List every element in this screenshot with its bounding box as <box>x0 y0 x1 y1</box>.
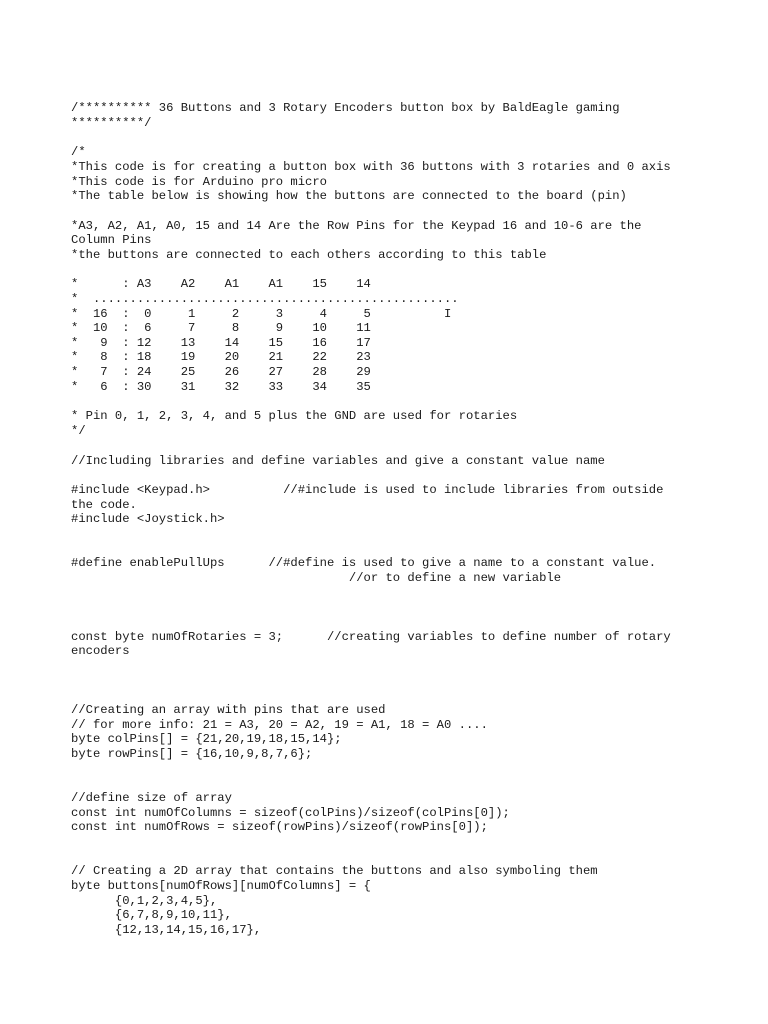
code-line: {6,7,8,9,10,11}, <box>71 908 232 922</box>
description-line: *A3, A2, A1, A0, 15 and 14 Are the Row Pins for the Keypad 16 and 10-6 are the <box>71 219 642 233</box>
code-line: {0,1,2,3,4,5}, <box>71 894 218 908</box>
code-line: encoders <box>71 644 130 658</box>
code-comment-line: //define size of array <box>71 791 232 805</box>
code-line: const int numOfRows = sizeof(rowPins)/sizeof(rowPins[0]); <box>71 820 488 834</box>
code-line: #include <Keypad.h> //#include is used to include libraries from outside <box>71 483 664 497</box>
pin-table-separator: * .................................................. <box>71 292 459 306</box>
pin-table-row: * 16 : 0 1 2 3 4 5 I <box>71 307 452 321</box>
pin-table-header-row: * : A3 A2 A1 A1 15 14 <box>71 277 371 291</box>
code-comment-line: // for more info: 21 = A3, 20 = A2, 19 = A1, 18 = A0 .... <box>71 718 488 732</box>
code-comment-line: //Including libraries and define variables and give a constant value name <box>71 454 605 468</box>
code-comment-line: //Creating an array with pins that are used <box>71 703 386 717</box>
pin-table-row: * 10 : 6 7 8 9 10 11 <box>71 321 371 335</box>
rotary-pins-note: * Pin 0, 1, 2, 3, 4, and 5 plus the GND are used for rotaries <box>71 409 518 423</box>
code-line: byte buttons[numOfRows][numOfColumns] = { <box>71 879 371 893</box>
code-line: {12,13,14,15,16,17}, <box>71 923 262 937</box>
comment-open-line: /* <box>71 145 86 159</box>
header-comment-close-line: **********/ <box>71 116 152 130</box>
code-line: //or to define a new variable <box>71 571 562 585</box>
header-comment-line: /********** 36 Buttons and 3 Rotary Encoders button box by BaldEagle gaming <box>71 101 620 115</box>
description-line: *This code is for creating a button box with 36 buttons with 3 rotaries and 0 axis <box>71 160 671 174</box>
pin-table-row: * 6 : 30 31 32 33 34 35 <box>71 380 371 394</box>
code-line: byte colPins[] = {21,20,19,18,15,14}; <box>71 732 342 746</box>
description-line: Column Pins <box>71 233 152 247</box>
code-line: byte rowPins[] = {16,10,9,8,7,6}; <box>71 747 313 761</box>
description-line: *This code is for Arduino pro micro <box>71 175 327 189</box>
code-line: const byte numOfRotaries = 3; //creating variables to define number of rotary <box>71 630 671 644</box>
pin-table-row: * 9 : 12 13 14 15 16 17 <box>71 336 371 350</box>
code-line: the code. <box>71 498 137 512</box>
code-line: #include <Joystick.h> <box>71 512 225 526</box>
description-line: *The table below is showing how the buttons are connected to the board (pin) <box>71 189 627 203</box>
comment-close-line: */ <box>71 424 86 438</box>
code-line: const int numOfColumns = sizeof(colPins)/sizeof(colPins[0]); <box>71 806 510 820</box>
description-line: *the buttons are connected to each others according to this table <box>71 248 547 262</box>
code-comment-line: // Creating a 2D array that contains the buttons and also symboling them <box>71 864 598 878</box>
code-line: #define enablePullUps //#define is used to give a name to a constant value. <box>71 556 657 570</box>
pin-table-row: * 7 : 24 25 26 27 28 29 <box>71 365 371 379</box>
pin-table-row: * 8 : 18 19 20 21 22 23 <box>71 350 371 364</box>
